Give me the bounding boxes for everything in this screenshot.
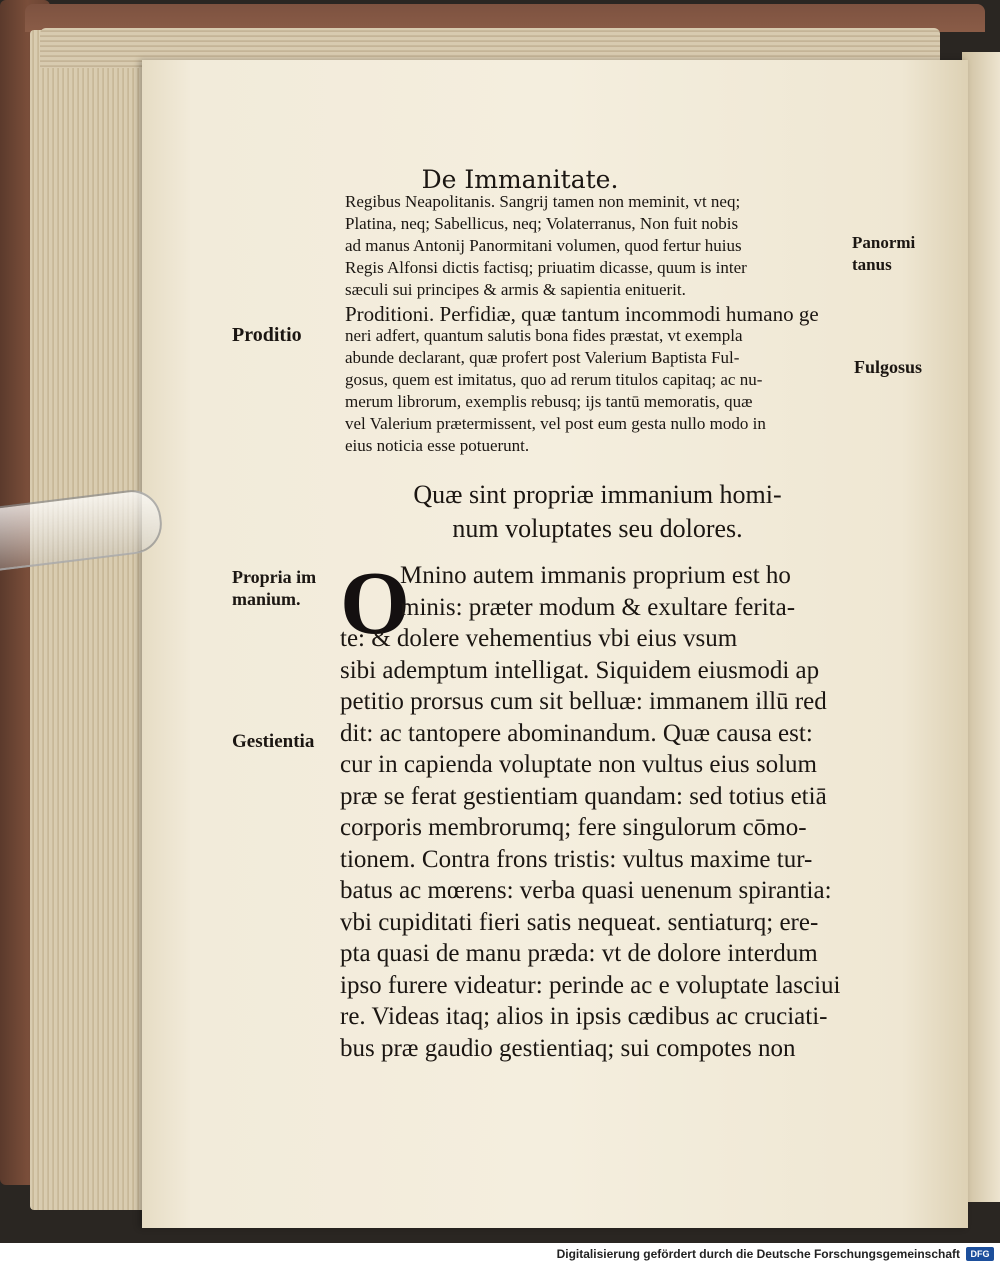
margin-note-proditio: Proditio [232, 324, 302, 346]
text-line: sibi ademptum intelligat. Siquidem eiusmodi ap [340, 656, 820, 684]
text-line: te: & dolere vehementius vbi eius vsum [340, 625, 738, 652]
text-line: sæculi sui principes & armis & sapientia enituerit. [345, 280, 686, 299]
text-line: re. Videas itaq; alios in ipsis cædibus ac cruciati- [340, 1003, 828, 1030]
text-line: merum librorum, exemplis rebusq; ijs tantū memoratis, quæ [345, 392, 753, 411]
margin-note-gestientia: Gestientia [232, 731, 315, 752]
margin-note-fulgosus: Fulgosus [854, 357, 923, 377]
text-line: bus præ gaudio gestientiaq; sui compotes non [340, 1034, 796, 1062]
margin-note-line: tanus [852, 255, 892, 274]
text-line: petitio prorsus cum sit belluæ: immanem illū red [340, 688, 827, 715]
text-line: præ se ferat gestientiam quandam: sed totius etiā [340, 782, 827, 810]
margin-note-line: Propria im [232, 567, 317, 587]
text-line: tionem. Contra frons tristis: vultus maxime tur- [340, 845, 813, 873]
dfg-logo: DFG [966, 1247, 994, 1261]
margin-note-panormitanus [852, 232, 942, 276]
text-line: eius noticia esse potuerunt. [345, 436, 530, 455]
footer-bar [0, 1243, 1000, 1265]
page-edges-left [30, 30, 150, 1210]
text-line: Regibus Neapolitanis. Sangrij tamen non meminit, vt neq; [345, 192, 741, 211]
text-line: Mnino autem immanis proprium est ho [400, 562, 791, 589]
paragraph-proditioni [345, 303, 850, 457]
subheading-line: Quæ sint propriæ immanium homi- [413, 480, 782, 509]
text-line: Platina, neq; Sabellicus, neq; Volaterranus, Non fuit nobis [345, 214, 739, 233]
text-line: dit: ac tantopere abominandum. Quæ causa est: [340, 719, 813, 747]
text-line: neri adfert, quantum salutis bona fides præstat, vt exempla [345, 326, 743, 345]
text-line: gosus, quem est imitatus, quo ad rerum titulos capitaq; ac nu- [345, 370, 763, 389]
paragraph-continuation [345, 191, 850, 301]
text-line: minis: præter modum & exultare ferita- [400, 593, 796, 621]
text-line: cur in capienda voluptate non vultus eius solum [340, 751, 817, 778]
footer-credit: Digitalisierung gefördert durch die Deutsche Forschungsgemeinschaft [556, 1247, 960, 1261]
text-line: abunde declarant, quæ profert post Valerium Baptista Ful- [345, 348, 740, 367]
subheading-line: num voluptates seu dolores. [452, 514, 743, 543]
body-paragraph [340, 554, 860, 1064]
section-subheading [345, 478, 850, 546]
text-line: corporis membrorumq; fere singulorum cōmo- [340, 814, 807, 841]
text-line: Proditioni. Perfidiæ, quæ tantum incommodi humano ge [345, 302, 819, 326]
page-heading: De Immanitate. [421, 165, 619, 194]
text-line: Regis Alfonsi dictis factisq; priuatim dicasse, quum is inter [345, 258, 747, 277]
margin-note-line: Panormi [852, 233, 916, 252]
margin-note-line: manium. [232, 589, 301, 609]
text-line: ipso furere videatur: perinde ac e voluptate lasciui [340, 971, 841, 999]
text-line: vel Valerium prætermissent, vel post eum gesta nullo modo in [345, 414, 766, 433]
text-line: batus ac mœrens: verba quasi uenenum spirantia: [340, 877, 832, 904]
text-line: vbi cupiditati fieri satis nequeat. sentiaturq; ere- [340, 908, 819, 936]
margin-note-propria [232, 566, 332, 610]
text-line: pta quasi de manu præda: vt de dolore interdum [340, 940, 818, 967]
text-line: ad manus Antonij Panormitani volumen, quod fertur huius [345, 236, 742, 255]
drop-cap: O [340, 554, 411, 653]
